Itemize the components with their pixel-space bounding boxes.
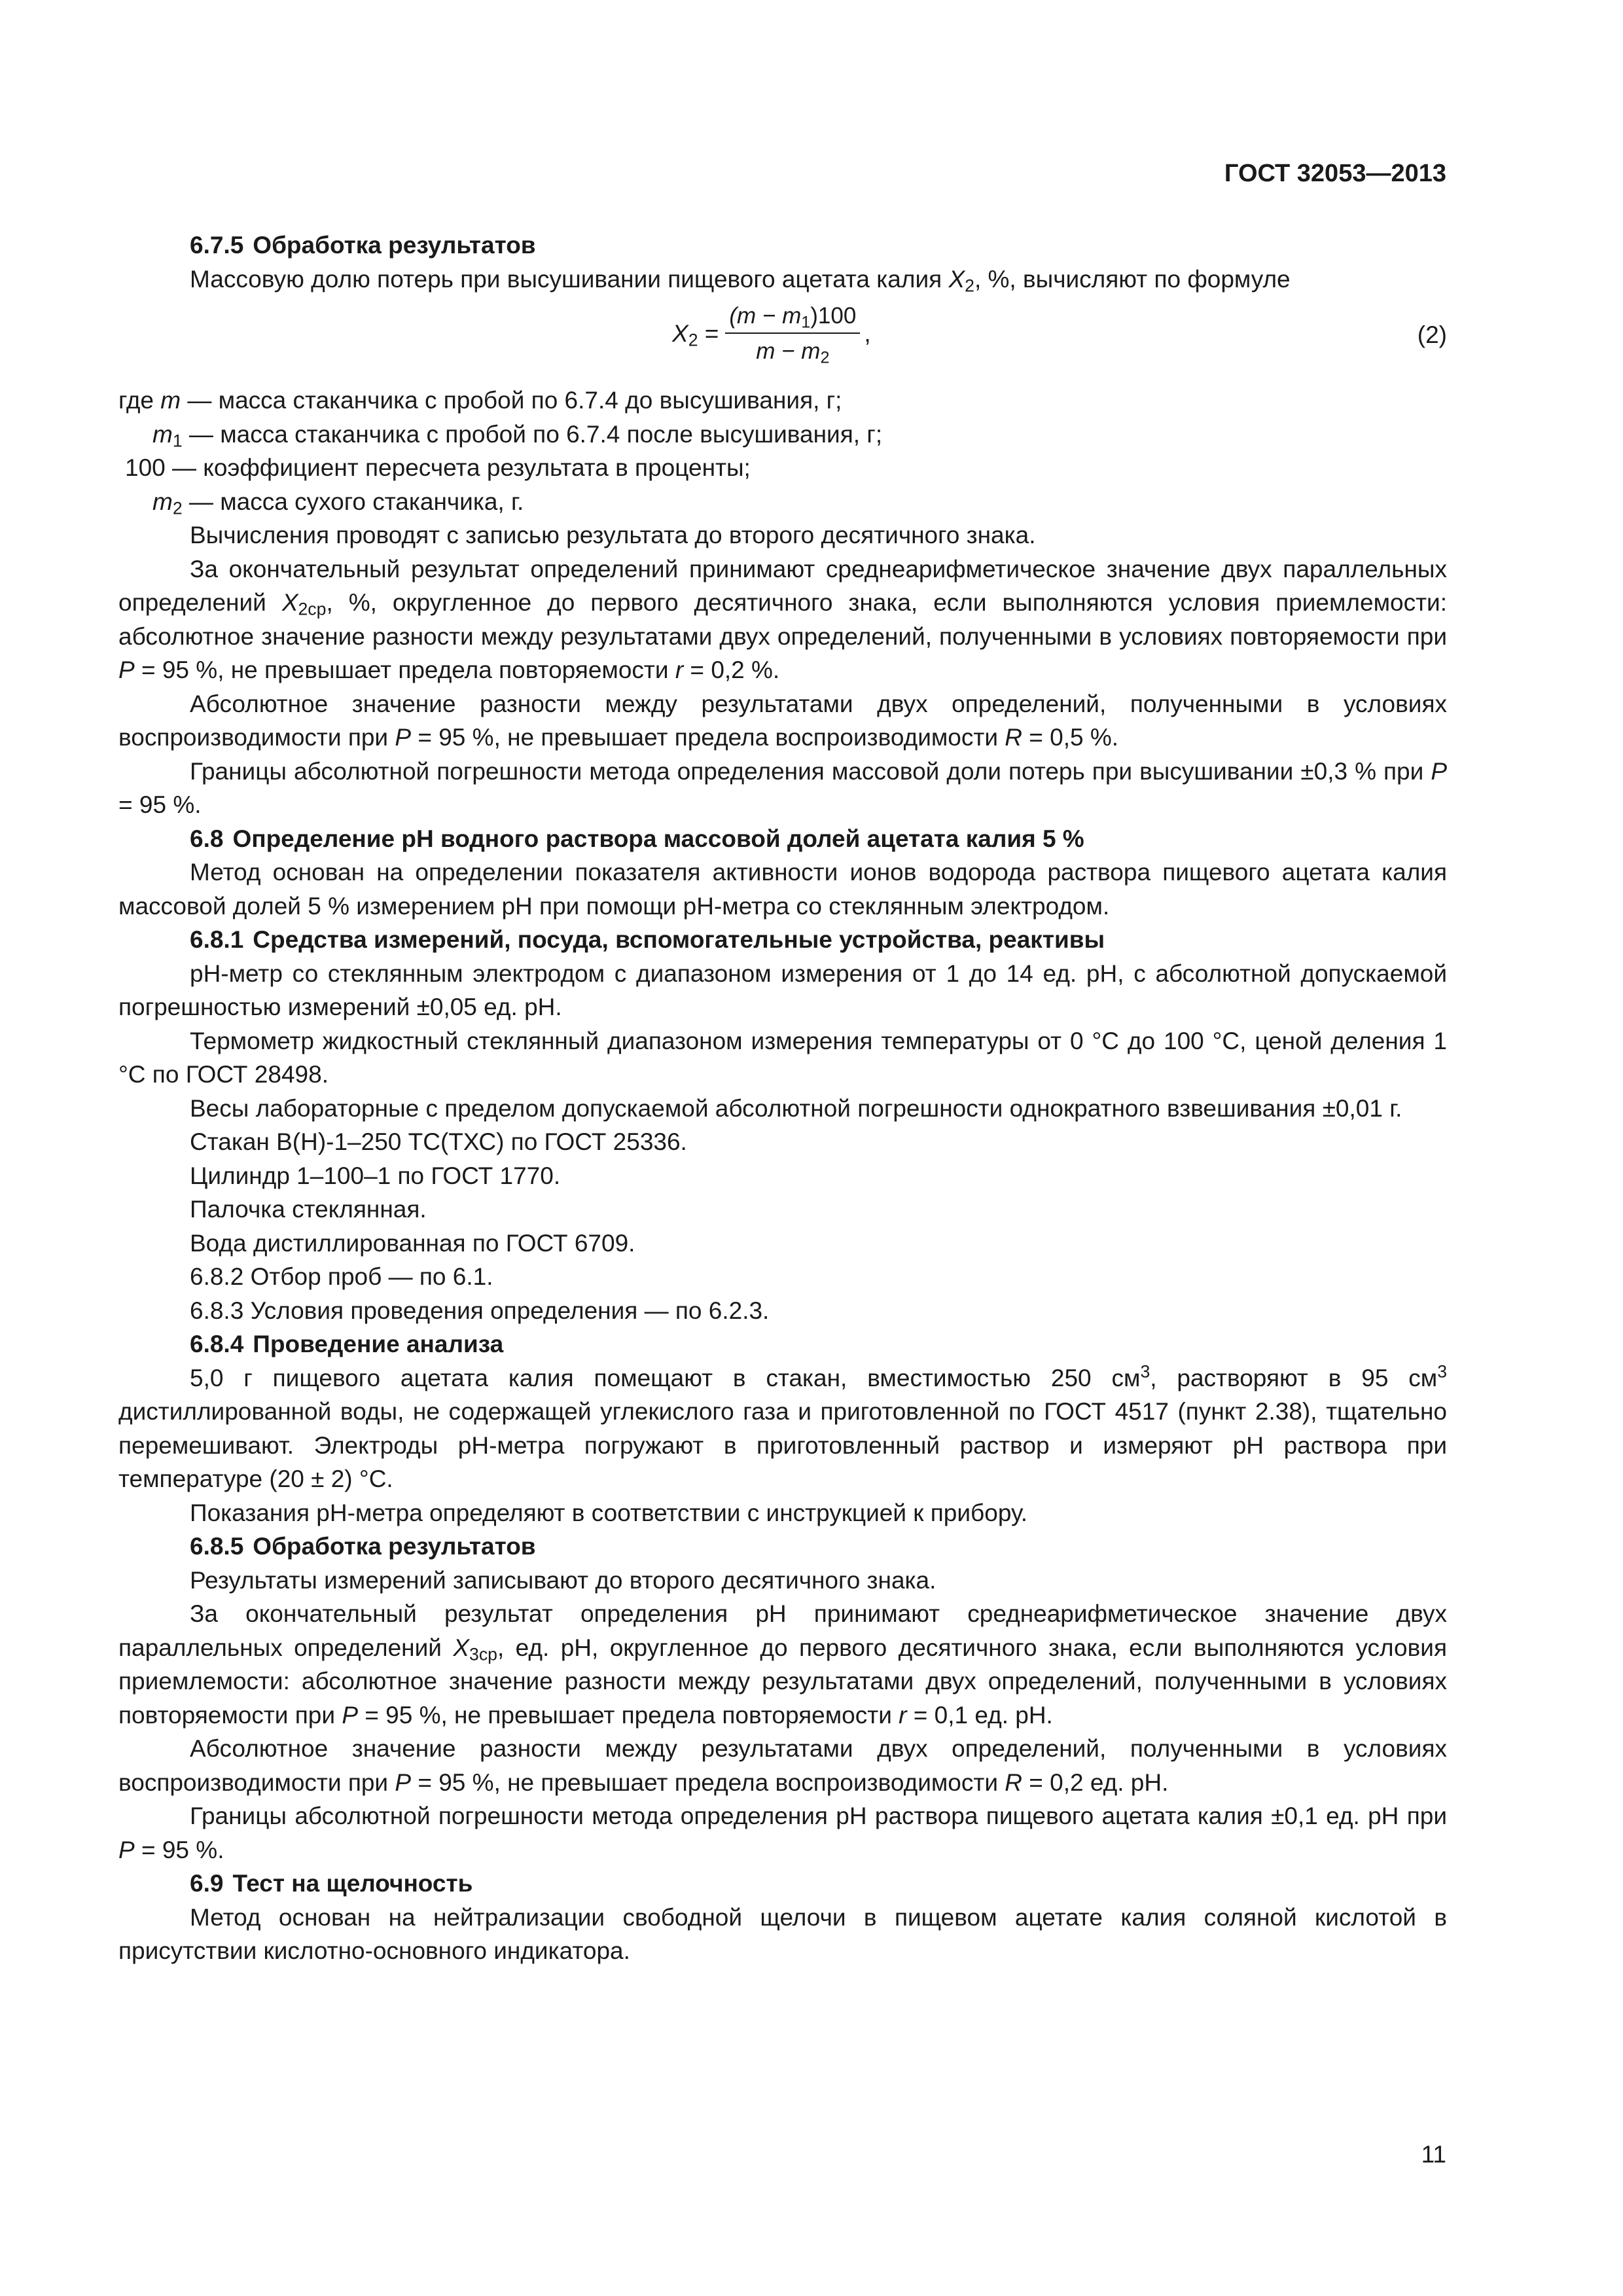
paragraph-alkalinity-method: Метод основан на нейтрализации свободной щелочи в пищевом ацетате калия соляной кислотой в присутствии кислотно-основного индикатора. xyxy=(118,1903,1447,1964)
equipment-thermometer: Термометр жидкостный стеклянный диапазоном измерения температуры от 0 °С до 100 °С, ценой деления 1 °С по ГОСТ 28498. xyxy=(118,1027,1447,1088)
paragraph-analysis: 5,0 г пищевого ацетата калия помещают в стакан, вместимостью 250 $см^3$, растворяют в 95 $см^3$ дистиллированной воды, не содержащей углекислого газа и приготовленной по ГОСТ 4517 (пункт 2.38), тщательно перемешивают. Электроды pH-метра погружают в приготовленный раствор и измеряют pH раствора при температуре (20 ± 2) °С. xyxy=(118,1361,1447,1492)
page-number: 11 xyxy=(1421,2141,1446,2168)
paragraph-calc-precision: Вычисления проводят с записью результата до второго десятичного знака. xyxy=(190,522,1036,548)
formula-block xyxy=(118,298,1447,380)
section-heading-6-7-5: 6.7.5 Обработка результатов xyxy=(190,232,536,259)
formula-denominator: $m - m_2$ xyxy=(756,338,830,367)
equipment-ph-meter: pH-метр со стеклянным электродом с диапазоном измерения от 1 до 14 ед. pH, с абсолютной допускаемой погрешностью измерений ±0,05 ед. pH. xyxy=(118,960,1447,1020)
section-6-8-2: 6.8.2 Отбор проб — по 6.1. xyxy=(190,1263,493,1290)
paragraph-formula-intro: Массовую долю потерь при высушивании пищевого ацетата калия $X_2$, %, вычисляют по формуле xyxy=(190,265,1291,296)
paragraph-final-result: За окончательный результат определений принимают среднеарифметическое значение двух параллельных определений $X_{2ср}$, %, округленное до первого десятичного знака, если выполняются условия приемлемости: абсолютное значение разности между результатами двух определений, полученными в условиях повторяемости при P = 95 %, не превышает предела повторяемости r = 0,2 %. xyxy=(118,555,1447,683)
section-heading-6-8-5: 6.8.5 Обработка результатов xyxy=(190,1533,536,1560)
paragraph-final-ph: За окончательный результат определения pH принимают среднеарифметическое значение двух параллельных определений $X_{3ср}$, ед. pH, округленное до первого десятичного знака, если выполняются условия приемлемости: абсолютное значение разности между результатами двух определений, полученными в условиях повторяемости при P = 95 %, не превышает предела повторяемости r = 0,1 ед. pH. xyxy=(118,1600,1447,1729)
page-content xyxy=(118,228,1447,1968)
equipment-glass-rod: Палочка стеклянная. xyxy=(190,1196,427,1223)
equipment-water: Вода дистиллированная по ГОСТ 6709. xyxy=(190,1229,635,1257)
paragraph-error-bounds: Границы абсолютной погрешности метода определения массовой доли потерь при высушивании ±0,3 % при P = 95 %. xyxy=(118,757,1447,818)
standard-header: ГОСТ 32053—2013 xyxy=(1224,160,1446,187)
formula-numerator: $(m - m_1)100$ xyxy=(725,301,860,334)
formula-2: $X_2$ = $\frac{(m - m_1)100}{m - m_2}$ , xyxy=(672,301,871,367)
section-heading-6-8-4: 6.8.4 Проведение анализа xyxy=(190,1331,504,1357)
equipment-beaker: Стакан В(Н)-1–250 ТС(ТХС) по ГОСТ 25336. xyxy=(190,1128,687,1155)
paragraph-record-results: Результаты измерений записывают до второго десятичного знака. xyxy=(190,1566,936,1594)
definition-100: 100 — коэффициент пересчета результата в проценты; xyxy=(125,454,751,481)
paragraph-error-bounds-ph: Границы абсолютной погрешности метода определения pH раствора пищевого ацетата калия ±0,1 ед. pH при P = 95 %. xyxy=(118,1803,1447,1863)
section-heading-6-9: 6.9 Тест на щелочность xyxy=(190,1870,473,1897)
section-heading-6-8-1: 6.8.1 Средства измерений, посуда, вспомогательные устройства, реактивы xyxy=(190,926,1105,953)
formula-definitions xyxy=(118,384,1447,518)
definition-m: где m — масса стаканчика с пробой по 6.7.4 до высушивания, г; xyxy=(118,387,842,414)
definition-m2: $m_2$ — масса сухого стаканчика, г. xyxy=(152,488,524,518)
paragraph-method-ph: Метод основан на определении показателя активности ионов водорода раствора пищевого ацетата калия массовой долей 5 % измерением pH при помощи pH-метра со стеклянным электродом. xyxy=(118,859,1447,920)
formula-lhs: $X_2$ = xyxy=(672,320,719,350)
equipment-cylinder: Цилиндр 1–100–1 по ГОСТ 1770. xyxy=(190,1162,561,1189)
section-heading-6-8: 6.8 Определение pH водного раствора массовой долей ацетата калия 5 % xyxy=(190,825,1084,852)
paragraph-readings: Показания pH-метра определяют в соответствии с инструкцией к прибору. xyxy=(190,1499,1028,1526)
formula-fraction xyxy=(725,301,860,367)
formula-number: (2) xyxy=(1417,321,1447,348)
definition-m1: $m_1$ — масса стаканчика с пробой по 6.7.4 после высушивания, г; xyxy=(152,420,883,451)
section-6-8-3: 6.8.3 Условия проведения определения — по 6.2.3. xyxy=(190,1297,770,1324)
equipment-scales: Весы лабораторные с пределом допускаемой абсолютной погрешности однократного взвешивания ±0,01 г. xyxy=(190,1094,1402,1122)
paragraph-reproducibility-ph: Абсолютное значение разности между результатами двух определений, полученными в условиях воспроизводимости при P = 95 %, не превышает предела воспроизводимости R = 0,2 ед. pH. xyxy=(118,1735,1447,1796)
paragraph-reproducibility: Абсолютное значение разности между результатами двух определений, полученными в условиях воспроизводимости при P = 95 %, не превышает предела воспроизводимости R = 0,5 %. xyxy=(118,690,1447,751)
